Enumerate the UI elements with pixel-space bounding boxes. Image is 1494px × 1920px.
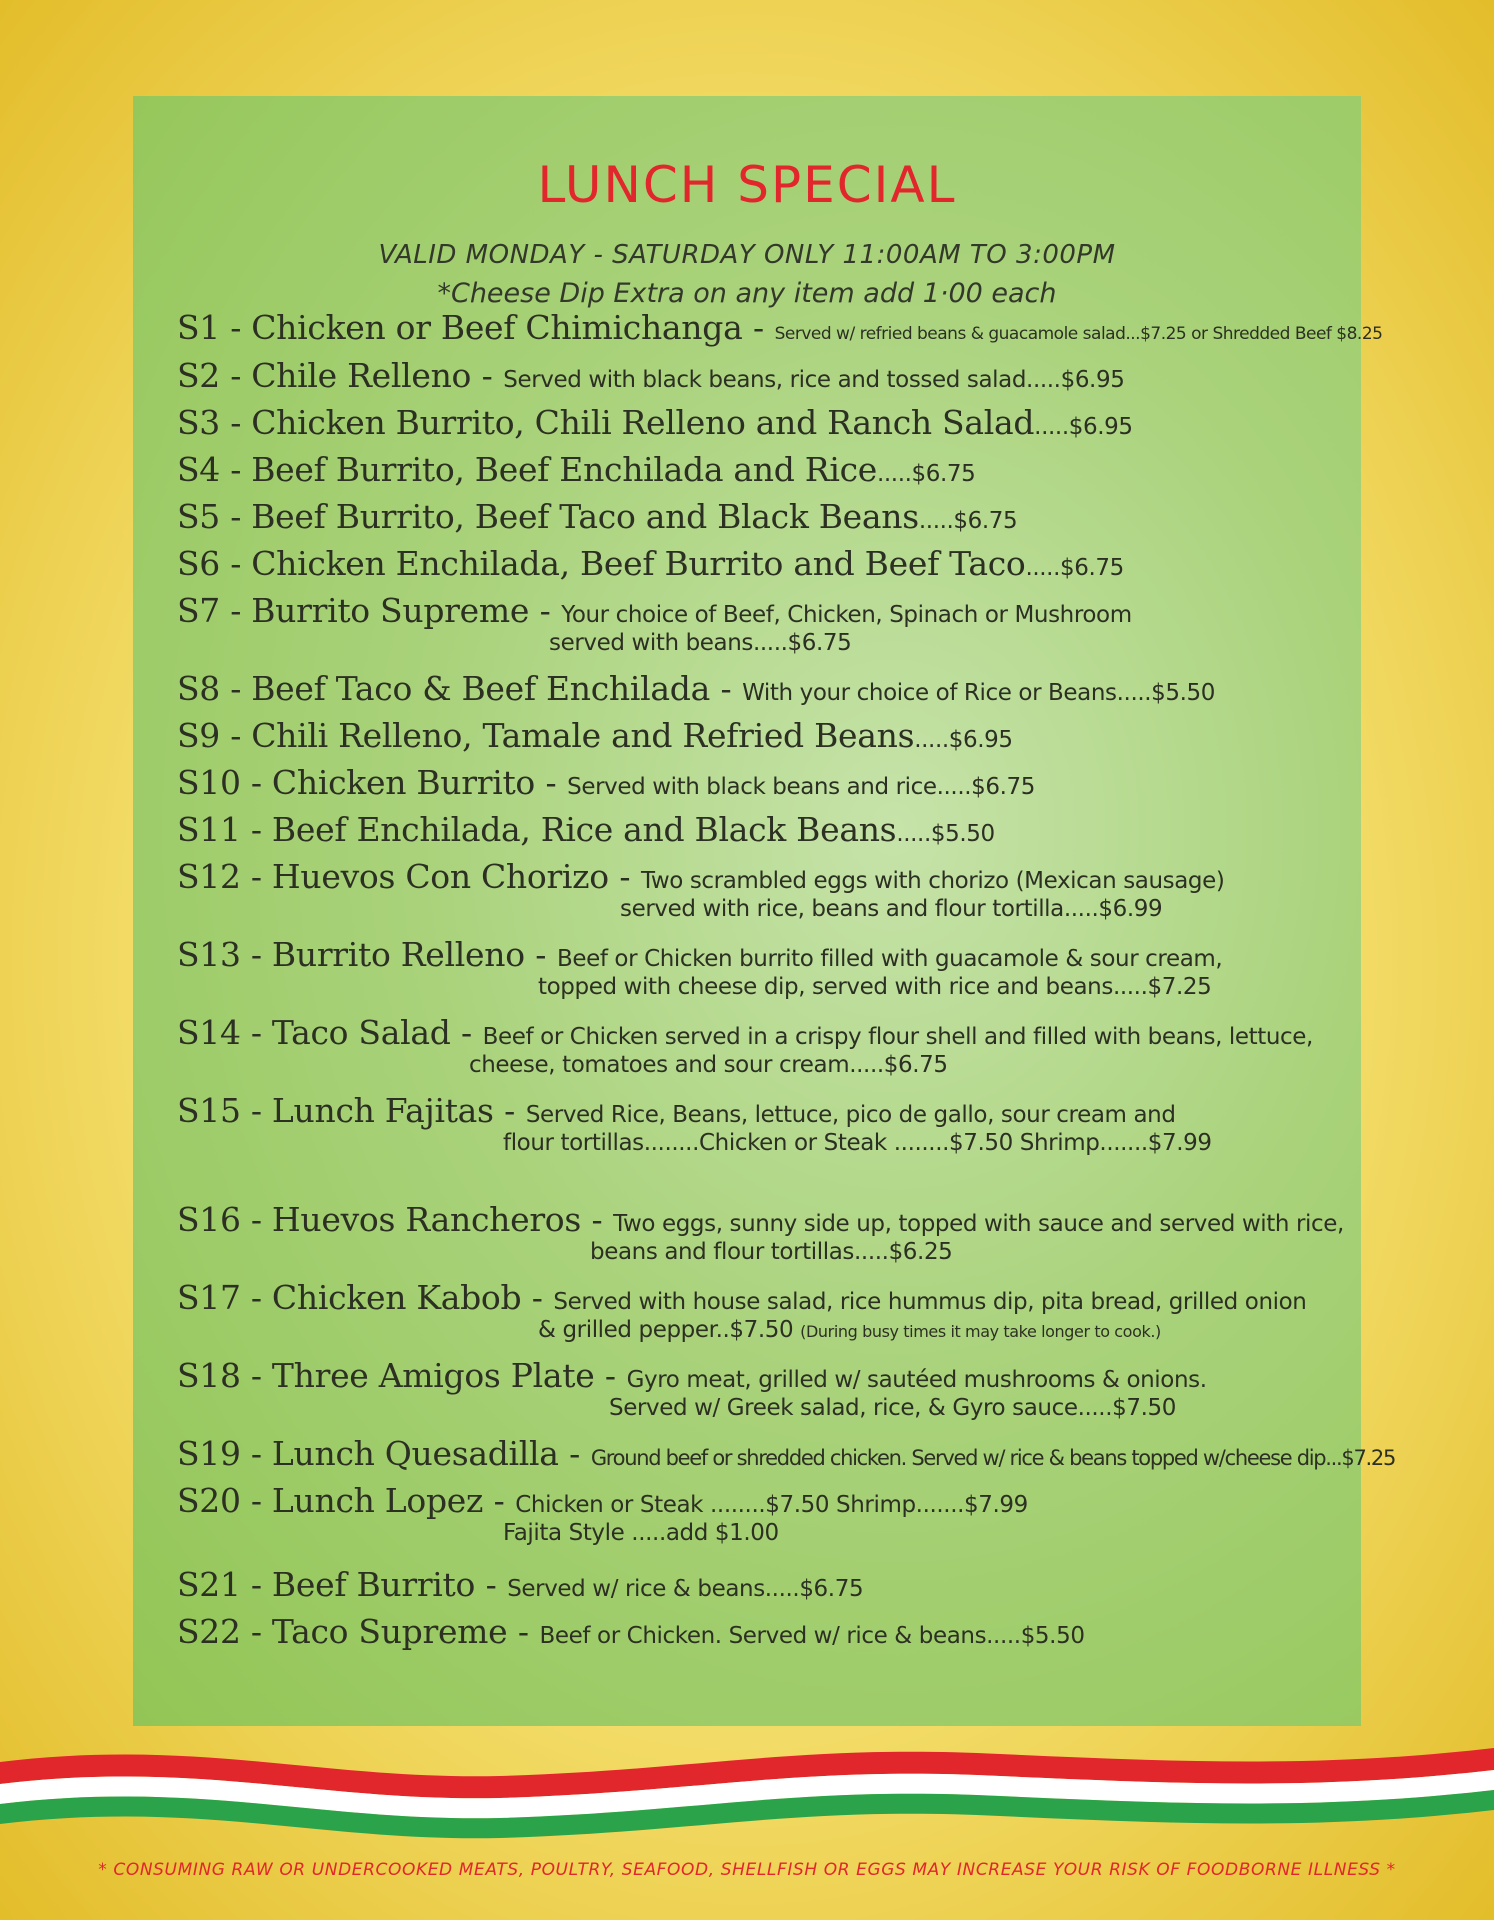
menu-item-s10: S10 - Chicken Burrito - Served with black beans and rice.....$6.75 — [177, 763, 1036, 802]
menu-item-s2: S2 - Chile Relleno - Served with black beans, rice and tossed salad.....$6.95 — [177, 356, 1125, 395]
item-description: Chicken or Steak ........$7.50 Shrimp.......$7.99 — [515, 1492, 1028, 1518]
item-description: Served Rice, Beans, lettuce, pico de gallo, sour cream and — [525, 1102, 1176, 1128]
item-name: S12 - Huevos Con Chorizo — [177, 857, 609, 896]
menu-item-s6 — [177, 544, 1124, 583]
item-description: Beef or Chicken served in a crispy flour shell and filled with beans, lettuce, — [482, 1024, 1313, 1050]
menu-item-s11 — [177, 810, 995, 849]
item-name: S14 - Taco Salad — [177, 1013, 451, 1052]
item-name: S16 - Huevos Rancheros — [177, 1200, 581, 1239]
item-description: With your choice of Rice or Beans.....$5.50 — [742, 680, 1216, 706]
item-description-cont-s18: Served w/ Greek salad, rice, & Gyro sauce.....$7.50 — [609, 1395, 1176, 1421]
item-description: Served w/ rice & beans.....$6.75 — [507, 1576, 864, 1602]
menu-item-s19: S19 - Lunch Quesadilla - Ground beef or shredded chicken. Served w/ rice & beans topped w/cheese dip...$7.25 — [177, 1434, 1396, 1473]
menu-item-s13: S13 - Burrito Relleno - Beef or Chicken burrito filled with guacamole & sour cream, — [177, 935, 1223, 974]
menu-item-s18: S18 - Three Amigos Plate - Gyro meat, grilled w/ sautéed mushrooms & onions. — [177, 1356, 1207, 1395]
busy-times-note: (During busy times it may take longer to cook.) — [800, 1322, 1161, 1341]
item-name: S3 - Chicken Burrito, Chili Relleno and Ranch Salad — [177, 403, 1035, 442]
menu-item-s1: S1 - Chicken or Beef Chimichanga - Served w/ refried beans & guacamole salad...$7.25 or Shredded Beef $8.25 — [177, 308, 1383, 347]
item-price: .....$6.75 — [1025, 555, 1124, 581]
item-price: .....$6.95 — [1034, 414, 1133, 440]
menu-item-s22: S22 - Taco Supreme - Beef or Chicken. Served w/ rice & beans.....$5.50 — [177, 1612, 1085, 1651]
item-name: S20 - Lunch Lopez — [177, 1481, 484, 1520]
menu-item-s3 — [177, 403, 1133, 442]
item-price: .....$6.75 — [918, 508, 1018, 534]
menu-item-s15: S15 - Lunch Fajitas - Served Rice, Beans, lettuce, pico de gallo, sour cream and — [177, 1091, 1176, 1130]
item-description: Beef or Chicken burrito filled with guacamole & sour cream, — [556, 946, 1223, 972]
item-name: S21 - Beef Burrito — [177, 1565, 476, 1604]
menu-item-s9 — [177, 716, 1013, 755]
flag-wave-decoration — [0, 1740, 1494, 1850]
item-description: Served with house salad, rice hummus dip, pita bread, grilled onion — [553, 1289, 1307, 1315]
item-name: S11 - Beef Enchilada, Rice and Black Beans — [177, 810, 897, 849]
item-description-cont-s12: served with rice, beans and flour tortilla.....$6.99 — [620, 896, 1163, 922]
item-description-cont-s13: topped with cheese dip, served with rice and beans.....$7.25 — [538, 974, 1212, 1000]
item-name: S22 - Taco Supreme — [177, 1612, 508, 1651]
item-description: Served with black beans and rice.....$6.75 — [567, 774, 1036, 800]
item-description-cont-s17 — [538, 1317, 1161, 1343]
item-description: Beef or Chicken. Served w/ rice & beans.....$5.50 — [539, 1623, 1085, 1649]
menu-item-s14: S14 - Taco Salad - Beef or Chicken served in a crispy flour shell and filled with beans, lettuce, — [177, 1013, 1313, 1052]
item-description: Your choice of Beef, Chicken, Spinach or Mushroom — [561, 602, 1132, 628]
item-description: Gyro meat, grilled w/ sautéed mushrooms & onions. — [626, 1367, 1207, 1393]
item-name: S5 - Beef Burrito, Beef Taco and Black Beans — [177, 497, 919, 536]
item-name: S7 - Burrito Supreme — [177, 591, 530, 630]
menu-item-s8: S8 - Beef Taco & Beef Enchilada - With your choice of Rice or Beans.....$5.50 — [177, 669, 1216, 708]
item-name: S2 - Chile Relleno — [177, 356, 472, 395]
item-price: .....$5.50 — [896, 821, 995, 847]
item-description: Two scrambled eggs with chorizo (Mexican sausage) — [640, 868, 1225, 894]
item-price: .....$6.75 — [876, 461, 976, 487]
menu-title: LUNCH SPECIAL — [537, 156, 957, 214]
cheese-dip-note: *Cheese Dip Extra on any item add 1·00 each — [437, 278, 1057, 309]
item-name: S6 - Chicken Enchilada, Beef Burrito and Beef Taco — [177, 544, 1026, 583]
item-name: S9 - Chili Relleno, Tamale and Refried Beans — [177, 716, 915, 755]
menu-item-s17: S17 - Chicken Kabob - Served with house salad, rice hummus dip, pita bread, grilled onion — [177, 1278, 1307, 1317]
item-name: S18 - Three Amigos Plate — [177, 1356, 595, 1395]
food-safety-disclaimer: * CONSUMING RAW OR UNDERCOOKED MEATS, POULTRY, SEAFOOD, SHELLFISH OR EGGS MAY INCREASE YOUR RISK OF FOODBORNE ILLNESS * — [98, 1860, 1396, 1880]
item-description: Served with black beans, rice and tossed salad.....$6.95 — [503, 367, 1125, 393]
menu-item-s12: S12 - Huevos Con Chorizo - Two scrambled eggs with chorizo (Mexican sausage) — [177, 857, 1225, 896]
item-description-cont-s7: served with beans.....$6.75 — [549, 630, 852, 656]
item-name: S13 - Burrito Relleno — [177, 935, 525, 974]
item-name: S15 - Lunch Fajitas — [177, 1091, 494, 1130]
item-description: Ground beef or shredded chicken. Served w/ rice & beans topped w/cheese dip...$7.25 — [590, 1446, 1396, 1470]
item-description: Served w/ refried beans & guacamole salad...$7.25 or Shredded Beef $8.25 — [774, 324, 1383, 344]
menu-item-s20: S20 - Lunch Lopez - Chicken or Steak ........$7.50 Shrimp.......$7.99 — [177, 1481, 1028, 1520]
item-description-cont-s15: flour tortillas........Chicken or Steak ........$7.50 Shrimp.......$7.99 — [503, 1130, 1212, 1156]
item-description-cont-s16: beans and flour tortillas.....$6.25 — [590, 1239, 953, 1265]
item-name: S19 - Lunch Quesadilla — [177, 1434, 559, 1473]
item-description: Two eggs, sunny side up, topped with sauce and served with rice, — [613, 1211, 1344, 1237]
validity-note: VALID MONDAY - SATURDAY ONLY 11:00AM TO 3:00PM — [378, 240, 1116, 270]
menu-item-s5 — [177, 497, 1017, 536]
item-price: .....$6.95 — [914, 727, 1013, 753]
item-price: & grilled pepper..$7.50 — [538, 1317, 794, 1343]
item-name: S1 - Chicken or Beef Chimichanga — [177, 308, 743, 347]
menu-item-s4 — [177, 450, 975, 489]
item-name: S4 - Beef Burrito, Beef Enchilada and Rice — [177, 450, 877, 489]
item-description-cont-s20: Fajita Style .....add $1.00 — [503, 1520, 779, 1546]
item-name: S8 - Beef Taco & Beef Enchilada — [177, 669, 710, 708]
menu-item-s21: S21 - Beef Burrito - Served w/ rice & beans.....$6.75 — [177, 1565, 864, 1604]
menu-item-s16: S16 - Huevos Rancheros - Two eggs, sunny side up, topped with sauce and served with rice, — [177, 1200, 1344, 1239]
item-name: S17 - Chicken Kabob — [177, 1278, 522, 1317]
menu-item-s7: S7 - Burrito Supreme - Your choice of Beef, Chicken, Spinach or Mushroom — [177, 591, 1132, 630]
item-name: S10 - Chicken Burrito — [177, 763, 535, 802]
item-description-cont-s14: cheese, tomatoes and sour cream.....$6.75 — [469, 1052, 948, 1078]
